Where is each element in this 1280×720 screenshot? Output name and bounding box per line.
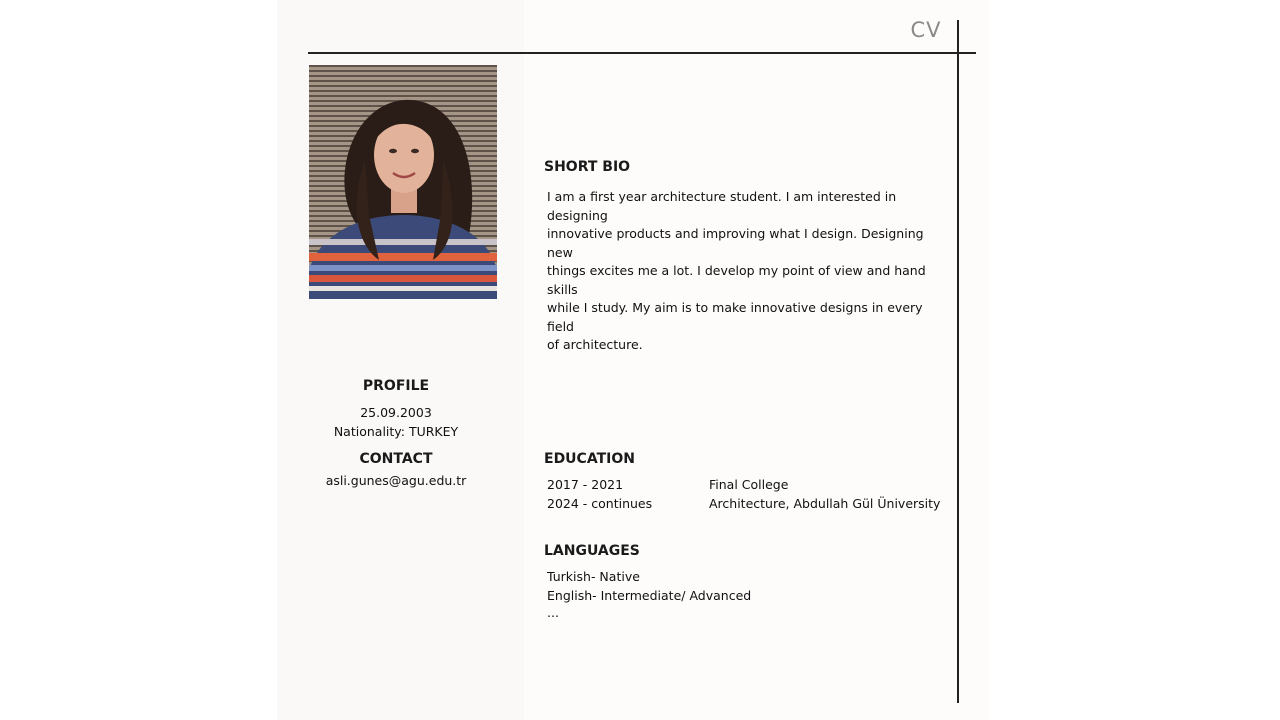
profile-photo — [309, 65, 497, 299]
bio-line: innovative products and improving what I design. Designing new — [547, 226, 924, 260]
cv-mark: CV — [910, 18, 942, 42]
email: asli.gunes@agu.edu.tr — [325, 473, 467, 488]
education-school: Final College — [709, 477, 789, 492]
education-row — [547, 496, 957, 515]
language-item: English- Intermediate/ Advanced — [547, 588, 752, 603]
bio-line: I am a first year architecture student. I am interested in designing — [547, 189, 897, 223]
bio-line: of architecture. — [547, 337, 643, 352]
education-heading: EDUCATION — [544, 451, 635, 467]
bio-line: while I study. My aim is to make innovative designs in every field — [547, 300, 923, 334]
education-row — [547, 477, 957, 496]
education-years: 2024 - continues — [547, 496, 653, 511]
contact-heading: CONTACT — [359, 451, 433, 467]
education-school: Architecture, Abdullah Gül Üniversity — [709, 496, 941, 511]
right-divider — [957, 20, 959, 703]
languages-heading: LANGUAGES — [544, 543, 640, 559]
bio-line: things excites me a lot. I develop my point of view and hand skills — [547, 263, 926, 297]
language-item: Turkish- Native — [547, 569, 640, 584]
nationality: Nationality: TURKEY — [333, 424, 459, 439]
bio-heading: SHORT BIO — [544, 159, 631, 175]
profile-heading: PROFILE — [362, 378, 430, 394]
birth-date: 25.09.2003 — [360, 405, 432, 420]
education-years: 2017 - 2021 — [547, 477, 624, 492]
bio-text — [547, 188, 952, 355]
top-divider — [308, 52, 976, 54]
language-item: ... — [547, 605, 559, 620]
